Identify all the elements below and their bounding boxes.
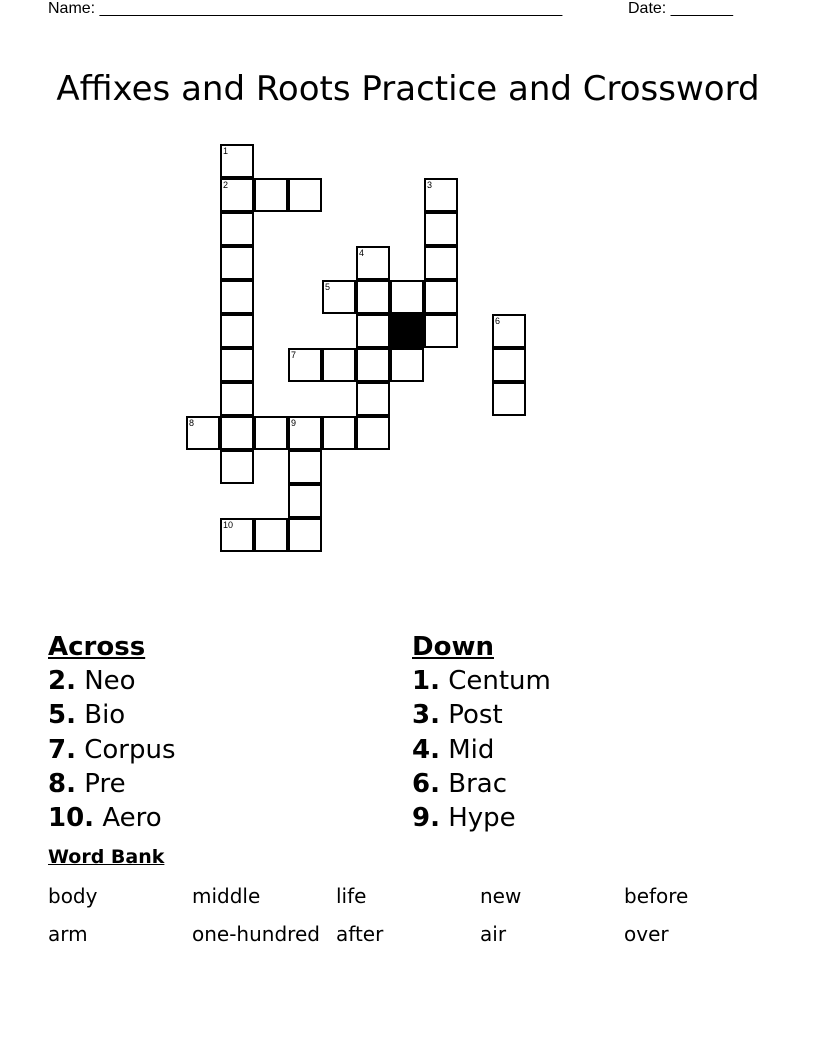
clue-number: 9.: [412, 803, 440, 834]
crossword-cell[interactable]: [220, 280, 254, 314]
clue-number: 3.: [412, 700, 440, 731]
cell-number: 5: [325, 282, 331, 292]
crossword-cell[interactable]: [424, 280, 458, 314]
crossword-cell[interactable]: [254, 416, 288, 450]
crossword-cell[interactable]: [322, 416, 356, 450]
clue-text: Aero: [102, 803, 162, 834]
across-heading: Across: [48, 632, 146, 662]
cell-number: 8: [189, 418, 195, 428]
cell-number: 10: [223, 520, 234, 530]
clue-text: Bio: [84, 700, 126, 731]
crossword-cell[interactable]: [356, 280, 390, 314]
crossword-cell[interactable]: [254, 178, 288, 212]
down-clue: [412, 801, 551, 835]
cell-number: 9: [291, 418, 297, 428]
clue-number: 5.: [48, 700, 76, 731]
crossword-cell[interactable]: [220, 246, 254, 280]
crossword-cell[interactable]: [288, 178, 322, 212]
crossword-cell[interactable]: [220, 518, 254, 552]
crossword-cell[interactable]: [322, 280, 356, 314]
date-blank: _______: [670, 0, 733, 17]
crossword-cell[interactable]: [492, 348, 526, 382]
down-clue: [412, 698, 551, 732]
word-bank-item: arm: [48, 922, 88, 946]
crossword-cell[interactable]: [288, 518, 322, 552]
crossword-cell[interactable]: [492, 314, 526, 348]
crossword-cell[interactable]: [220, 314, 254, 348]
down-clue: [412, 767, 551, 801]
clue-number: 4.: [412, 734, 440, 765]
clue-text: Post: [448, 700, 503, 731]
crossword-cell[interactable]: [220, 348, 254, 382]
word-bank-item: over: [624, 922, 669, 946]
clue-text: Pre: [84, 768, 126, 799]
clue-number: 7.: [48, 734, 76, 765]
word-bank-item: middle: [192, 884, 261, 908]
crossword-cell[interactable]: [424, 178, 458, 212]
clue-text: Neo: [84, 666, 136, 696]
across-clue: [48, 767, 176, 801]
across-clue: [48, 801, 176, 835]
date-label: Date:: [628, 0, 667, 17]
clue-number: 6.: [412, 768, 440, 799]
clue-text: Corpus: [84, 734, 176, 765]
crossword-cell[interactable]: [220, 212, 254, 246]
cell-number: 4: [359, 248, 365, 258]
word-bank-item: body: [48, 884, 98, 908]
clue-text: Brac: [448, 768, 507, 799]
crossword-cell[interactable]: [424, 314, 458, 348]
cell-number: 7: [291, 350, 297, 360]
clue-text: Hype: [448, 803, 516, 834]
crossword-cell[interactable]: [288, 484, 322, 518]
crossword-cell[interactable]: [424, 212, 458, 246]
down-clue: [412, 664, 551, 698]
word-bank-item: after: [336, 922, 384, 946]
cell-number: 3: [427, 180, 433, 190]
clue-number: 2.: [48, 666, 76, 696]
crossword-cell[interactable]: [322, 348, 356, 382]
word-bank-item: one-hundred: [192, 922, 320, 946]
word-bank-item: new: [480, 884, 522, 908]
crossword-cell[interactable]: [288, 348, 322, 382]
cell-number: 2: [223, 180, 229, 190]
crossword-cell[interactable]: [356, 314, 390, 348]
crossword-cell[interactable]: [186, 416, 220, 450]
crossword-cell[interactable]: [220, 178, 254, 212]
clue-text: Centum: [448, 666, 551, 696]
across-clue: [48, 733, 176, 767]
crossword-cell[interactable]: [220, 144, 254, 178]
crossword-cell[interactable]: [220, 416, 254, 450]
clue-number: 8.: [48, 768, 76, 799]
down-heading: Down: [412, 632, 494, 662]
word-bank-item: before: [624, 884, 689, 908]
clue-number: 1.: [412, 666, 440, 696]
across-clue: [48, 664, 176, 698]
crossword-cell[interactable]: [424, 246, 458, 280]
name-label: Name:: [48, 0, 96, 17]
crossword-cell[interactable]: [356, 348, 390, 382]
crossword-cell[interactable]: [288, 450, 322, 484]
word-bank-item: air: [480, 922, 507, 946]
word-bank-item: life: [336, 884, 367, 908]
word-bank-title: Word Bank: [48, 846, 165, 868]
crossword-cell[interactable]: [220, 450, 254, 484]
clue-text: Mid: [448, 734, 495, 765]
page-title: Affixes and Roots Practice and Crossword: [56, 68, 760, 109]
crossword-cell[interactable]: [220, 382, 254, 416]
across-clues: [48, 630, 176, 835]
name-blank: ____________________________________________________: [99, 0, 563, 17]
crossword-cell[interactable]: [356, 382, 390, 416]
down-clues: [412, 630, 551, 835]
clue-number: 10.: [48, 803, 95, 834]
black-square: [390, 314, 424, 348]
cell-number: 6: [495, 316, 501, 326]
cell-number: 1: [223, 146, 229, 156]
crossword-cell[interactable]: [356, 246, 390, 280]
down-clue: [412, 733, 551, 767]
across-clue: [48, 698, 176, 732]
crossword-cell[interactable]: [288, 416, 322, 450]
crossword-cell[interactable]: [356, 416, 390, 450]
crossword-cell[interactable]: [492, 382, 526, 416]
crossword-cell[interactable]: [254, 518, 288, 552]
crossword-cell[interactable]: [390, 348, 424, 382]
crossword-cell[interactable]: [390, 280, 424, 314]
